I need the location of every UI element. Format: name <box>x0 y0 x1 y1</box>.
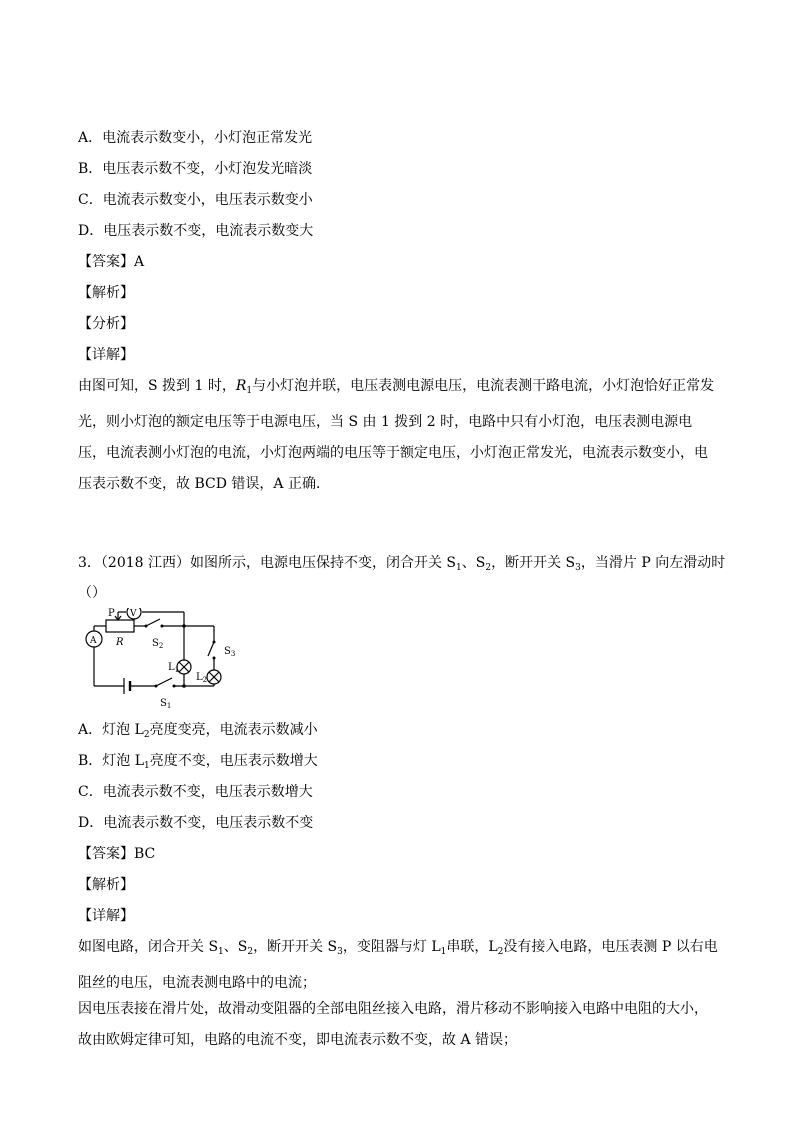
circuit-diagram <box>78 608 240 712</box>
q3-option-b: B．灯泡 $L_1$亮度不变，电压表示数增大 <box>78 753 318 771</box>
q3-option-d: D．电流表示数不变，电压表示数不变 <box>78 815 314 831</box>
label-s1: $S_1$ <box>160 698 172 710</box>
label-p: P <box>108 608 115 619</box>
voltmeter-label: V <box>130 609 137 619</box>
q3-option-a: A．灯泡 $L_2$亮度变亮，电流表示数减小 <box>78 722 318 740</box>
ammeter-label: A <box>90 636 97 646</box>
fenxi-label: 【分析】 <box>78 316 134 332</box>
q3-option-c: C．电流表示数不变，电压表示数增大 <box>78 784 313 800</box>
option-b: B．电压表示数不变，小灯泡发光暗淡 <box>78 161 313 177</box>
option-a: A．电流表示数变小，小灯泡正常发光 <box>78 130 313 146</box>
question-3-blank: （） <box>78 585 106 601</box>
label-s2: $S_2$ <box>152 638 164 650</box>
q3-analysis-label: 【解析】 <box>78 877 134 893</box>
option-c: C．电流表示数变小，电压表示数变小 <box>78 192 313 208</box>
q3-detail-paragraph-1: 如图电路，闭合开关 $S_1$、$S_2$，断开开关 $S_3$，变阻器与灯 $L_1$串联，$L_2$没有接入电路，电压表测 P 以右电阻丝的电压，电流表测电路中的电流； <box>78 939 718 991</box>
label-s3: $S_3$ <box>224 646 236 658</box>
q3-answer: 【答案】BC <box>78 846 156 862</box>
option-d: D．电压表示数不变，电流表示数变大 <box>78 223 314 239</box>
detail-paragraph: 由图可知，S 拨到 1 时，$R_1$与小灯泡并联，电压表测电源电压，电流表测干路电流，小灯泡恰好正常发光，则小灯泡的额定电压等于电源电压，当 S 由 1 拨到 2 时，电路中只有小灯泡，电压表测电源电压，电流表测小灯泡的电流，小灯泡两端的电压等于额定电压，小灯泡正常发光，电流表示数变小，电压表示数不变，故 BCD 错误，A 正确． <box>78 378 715 492</box>
label-r: R <box>116 637 124 648</box>
analysis-label: 【解析】 <box>78 285 134 301</box>
q3-detail-label: 【详解】 <box>78 908 134 924</box>
label-l2: $L_2$ <box>196 672 208 684</box>
answer: 【答案】A <box>78 254 145 270</box>
q3-detail-paragraph-2: 因电压表接在滑片处，故滑动变阻器的全部电阻丝接入电路，滑片移动不影响接入电路中电阻的大小，故由欧姆定律可知，电路的电流不变，即电流表示数不变，故 A 错误； <box>78 1001 708 1048</box>
label-l1: $L_1$ <box>168 662 180 674</box>
detail-label: 【详解】 <box>78 347 134 363</box>
question-3-stem: 3．（2018 江西）如图所示，电源电压保持不变，闭合开关 $S_1$、$S_2$，断开开关 $S_3$，当滑片 P 向左滑动时 <box>78 555 726 573</box>
